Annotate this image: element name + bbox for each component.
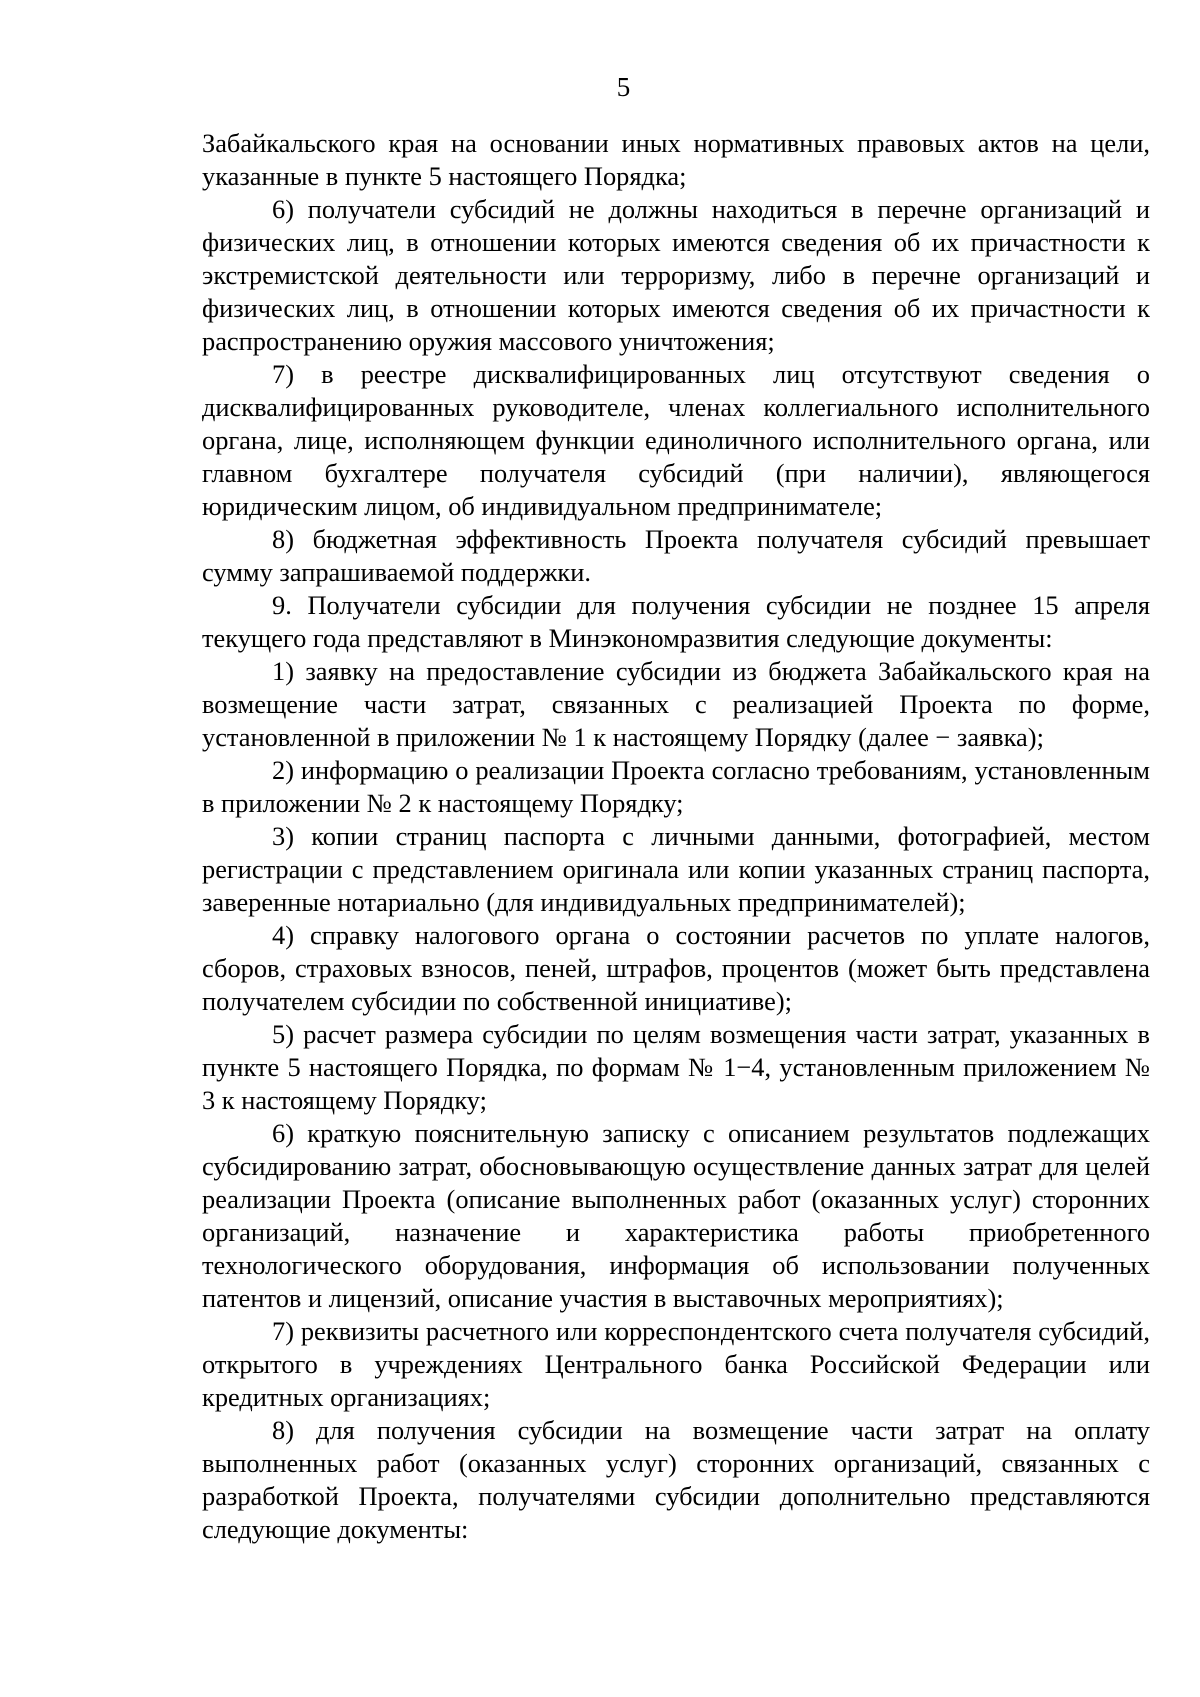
paragraph-item-6: 6) получатели субсидий не должны находиться в перечне организаций и физических лиц, в отношении которых имеются сведения об их причастности к экстремистской деятельности или терроризму, либо в перечне организаций и физических лиц, в отношении которых имеются сведения об их причастности к распространению оружия массового уничтожения; (202, 194, 1150, 356)
document-body (202, 127, 1150, 1546)
page-number: 5 (616, 72, 631, 102)
paragraph-doc-3: 3) копии страниц паспорта с личными данными, фотографией, местом регистрации с представлением оригинала или копии указанных страниц паспорта, заверенные нотариально (для индивидуальных предпринимателей); (202, 821, 1150, 917)
paragraph-doc-2: 2) информацию о реализации Проекта согласно требованиям, установленным в приложении № 2 к настоящему Порядку; (202, 755, 1150, 818)
paragraph-doc-1: 1) заявку на предоставление субсидии из бюджета Забайкальского края на возмещение части затрат, связанных с реализацией Проекта по форме, установленной в приложении № 1 к настоящему Порядку (далее − заявка); (202, 656, 1150, 752)
paragraph-doc-7: 7) реквизиты расчетного или корреспондентского счета получателя субсидий, открытого в учреждениях Центрального банка Российской Федерации или кредитных организациях; (202, 1316, 1150, 1412)
paragraph-doc-4: 4) справку налогового органа о состоянии расчетов по уплате налогов, сборов, страховых взносов, пеней, штрафов, процентов (может быть представлена получателем субсидии по собственной инициативе); (202, 920, 1150, 1016)
paragraph-clause-9: 9. Получатели субсидии для получения субсидии не позднее 15 апреля текущего года представляют в Минэкономразвития следующие документы: (202, 590, 1150, 653)
paragraph-doc-5: 5) расчет размера субсидии по целям возмещения части затрат, указанных в пункте 5 настоящего Порядка, по формам № 1−4, установленным приложением № 3 к настоящему Порядку; (202, 1019, 1150, 1115)
paragraph-doc-8: 8) для получения субсидии на возмещение части затрат на оплату выполненных работ (оказанных услуг) сторонних организаций, связанных с разработкой Проекта, получателями субсидии дополнительно представляются следующие документы: (202, 1415, 1150, 1544)
paragraph-item-8: 8) бюджетная эффективность Проекта получателя субсидий превышает сумму запрашиваемой поддержки. (202, 524, 1150, 587)
paragraph-doc-6: 6) краткую пояснительную записку с описанием результатов подлежащих субсидированию затрат, обосновывающую осуществление данных затрат для целей реализации Проекта (описание выполненных работ (оказанных услуг) сторонних организаций, назначение и характеристика работы приобретенного технологического оборудования, информация об использовании полученных патентов и лицензий, описание участия в выставочных мероприятиях); (202, 1118, 1150, 1313)
paragraph-item-7: 7) в реестре дисквалифицированных лиц отсутствуют сведения о дисквалифицированных руководителе, членах коллегиального исполнительного органа, лице, исполняющем функции единоличного исполнительного органа, или главном бухгалтере получателя субсидий (при наличии), являющегося юридическим лицом, об индивидуальном предпринимателе; (202, 359, 1150, 521)
paragraph-continuation: Забайкальского края на основании иных нормативных правовых актов на цели, указанные в пункте 5 настоящего Порядка; (202, 128, 1150, 191)
